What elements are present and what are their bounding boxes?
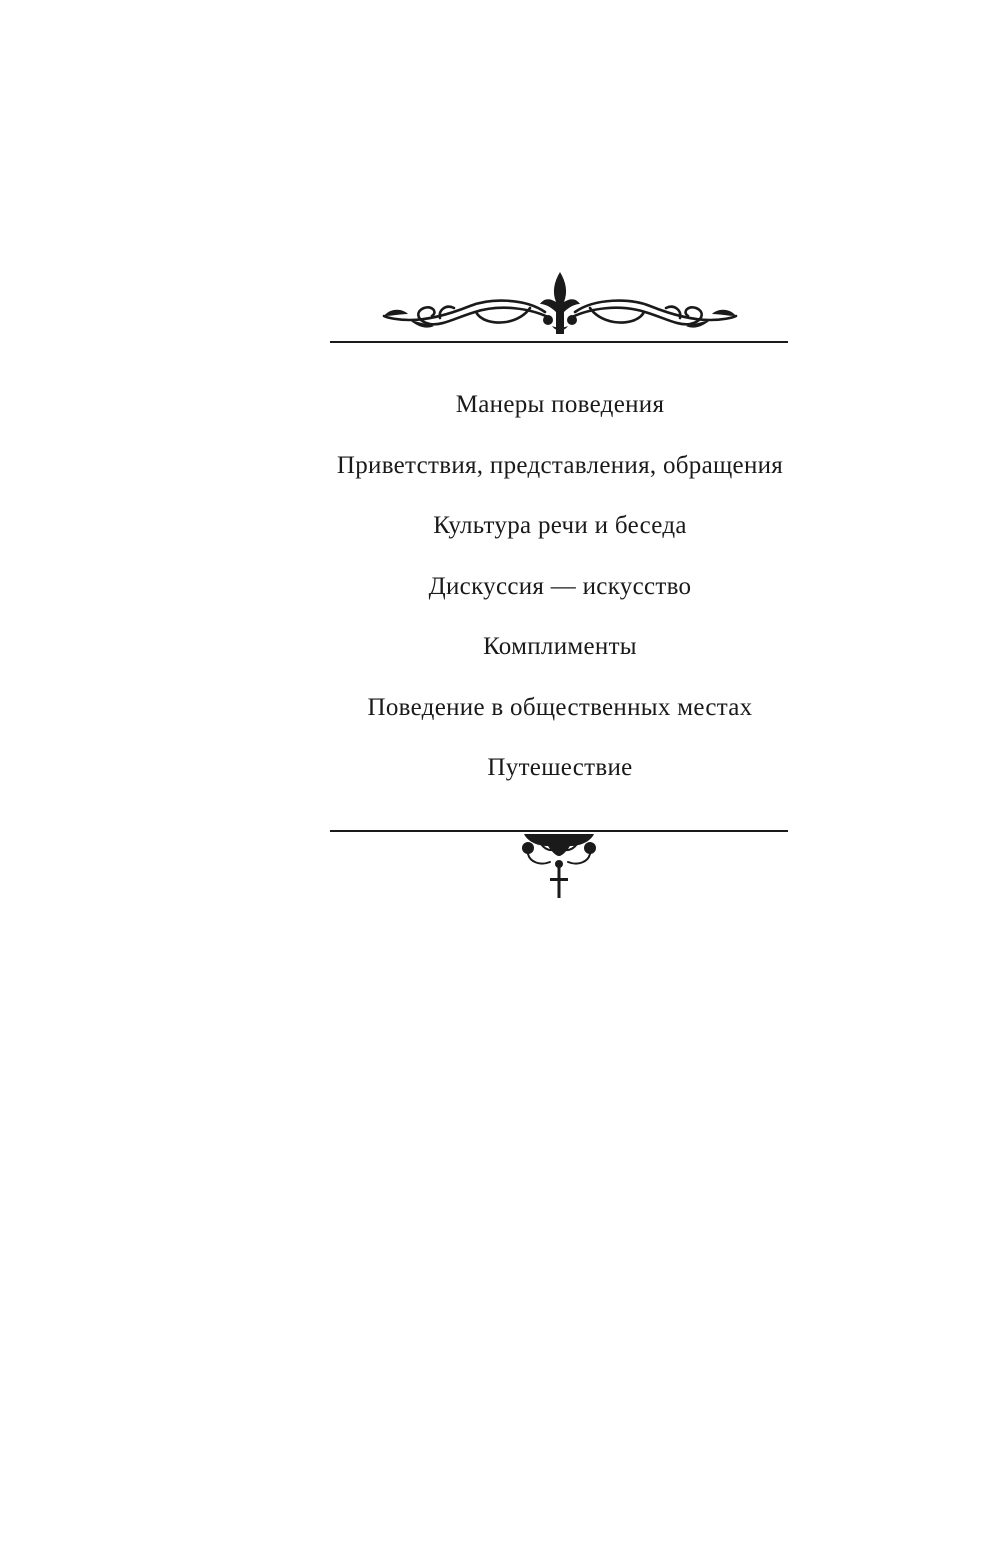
- scroll-flourish-ornament-icon: [380, 268, 740, 340]
- list-item: Путешествие: [487, 754, 633, 781]
- list-item: Приветствия, представления, обращения: [336, 451, 784, 479]
- floral-pendant-ornament-icon: [510, 832, 608, 900]
- list-item: Поведение в общественных местах: [367, 693, 753, 721]
- list-item: Манеры поведения: [455, 391, 665, 418]
- list-item: Культура речи и беседа: [433, 512, 687, 539]
- contents-list: [260, 385, 860, 809]
- top-divider-line: [330, 341, 788, 343]
- list-item: Дискуссия — искусство: [428, 572, 692, 600]
- list-item: Комплименты: [483, 633, 637, 660]
